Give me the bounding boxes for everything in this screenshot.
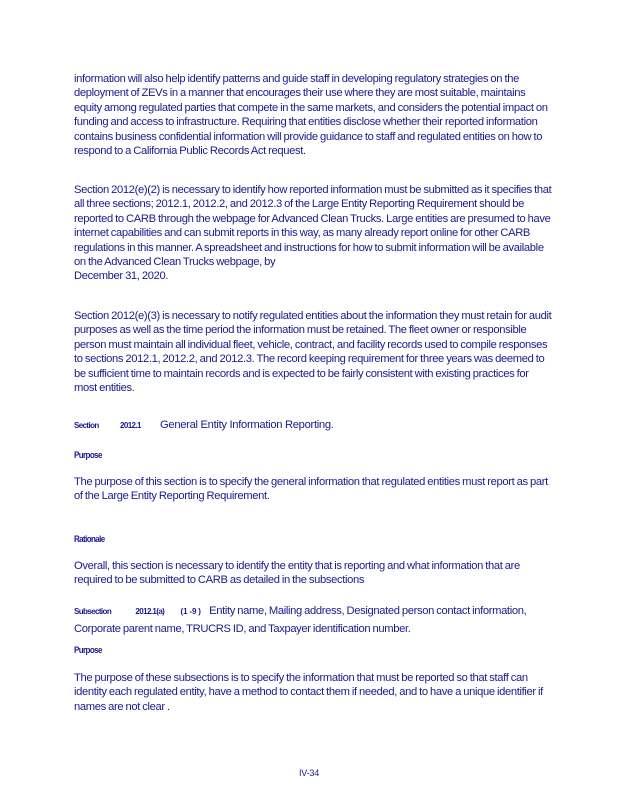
section-title: General Entity Information Reporting. xyxy=(160,419,334,431)
paragraph-section-2012-e-2-body: Section 2012(e)(2) is necessary to identify how reported information must be submitted as it specifies that all three sections; 2012.1, 2012.2, and 2012.3 of the Large Entity Reporting Requirement should be reported to CARB through the webpage for Advanced Clean Trucks. Large entities are presumed to have internet capabilities and can submit reports in this way, as many already report online for other CARB regulations in this manner. A spreadsheet and instructions for how to submit information will be available on the Advanced Clean Trucks webpage, by xyxy=(74,184,552,269)
subsection-heading-2012-1-a xyxy=(74,601,554,637)
section-number: 2012.1 xyxy=(120,421,141,430)
section-heading-2012-1 xyxy=(74,419,554,435)
paragraph-purpose-section: The purpose of this section is to specify the general information that regulated entities must report as part of the Large Entity Reporting Requirement. xyxy=(74,476,548,503)
rationale-heading: Rationale xyxy=(74,534,105,545)
paragraph-rationale: Overall, this section is necessary to identify the entity that is reporting and what information that are required to be submitted to CARB as detailed in the subsections xyxy=(74,560,520,587)
purpose-heading-2: Purpose xyxy=(74,645,102,656)
paragraph-purpose-subsections: The purpose of these subsections is to specify the information that must be reported so that staff can identity each regulated entity, have a method to contact them if needed, and to have a unique identifier if names are not clear . xyxy=(74,672,543,713)
paragraph-information-use: information will also help identify patterns and guide staff in developing regulatory strategies on the deployment of ZEVs in a manner that encourages their use where they are most suitable, maintains equity among regulated parties that compete in the same markets, and considers the potential impact on funding and access to infrastructure. Requiring that entities disclose whether their reported information contains business confidential information will provide guidance to staff and regulated entities on how to respond to a California Public Records Act request. xyxy=(74,73,548,158)
page-number: IV-34 xyxy=(298,768,319,778)
subsection-number: 2012.1(a) xyxy=(135,607,165,616)
paragraph-section-2012-e-2 xyxy=(74,183,552,284)
section-label: Section xyxy=(74,421,99,430)
purpose-heading: Purpose xyxy=(74,450,102,461)
subsection-label: Subsection xyxy=(74,607,112,616)
subsection-fields: (1 -9 ) xyxy=(180,607,201,616)
paragraph-section-2012-e-3: Section 2012(e)(3) is necessary to notify regulated entities about the information they must retain for audit purposes as well as the time period the information must be retained. The fleet owner or responsible person must maintain all individual fleet, vehicle, contract, and facility records used to compile responses to sections 2012.1, 2012.2, and 2012.3. The record keeping requirement for three years was deemed to be sufficient time to maintain records and is expected to be fairly consistent with existing practices for most entities. xyxy=(74,310,552,395)
subsection-text: Entity name, Mailing address, Designated person contact information, Corporate parent name, TRUCRS ID, and Taxpayer identification number. xyxy=(74,605,527,636)
paragraph-section-2012-e-2-date: December 31, 2020. xyxy=(74,270,169,283)
